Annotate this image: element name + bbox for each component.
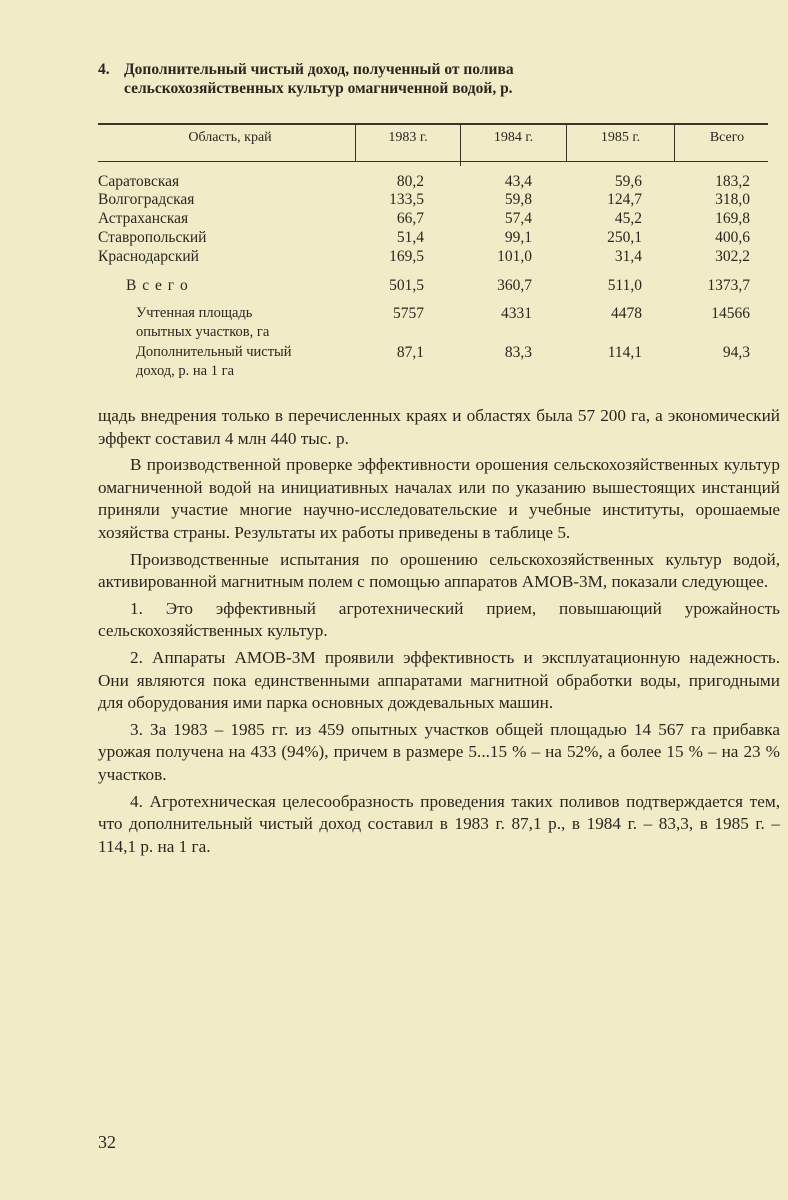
cell: 302,2 — [715, 248, 750, 265]
row-name-saratov: Саратовская — [98, 173, 180, 190]
header-1985: 1985 г. — [600, 130, 641, 145]
page-number: 32 — [98, 1132, 116, 1152]
cell: 511,0 — [607, 277, 642, 294]
cell: 1373,7 — [707, 277, 750, 294]
row-name-astrakhan: Астраханская — [98, 210, 189, 227]
row-name-income-2: доход, р. на 1 га — [136, 363, 235, 379]
cell: 31,4 — [614, 248, 642, 265]
table-top-rule — [98, 123, 768, 125]
cell: 94,3 — [722, 344, 750, 361]
cell: 169,5 — [389, 248, 424, 265]
row-name-total: В с е г о — [126, 277, 189, 294]
paragraph: Производственные испытания по орошению сельскохозяйственных культур водой, активированной магнитным полем с помощью аппаратов АМОВ-3М, показали следующее. — [98, 549, 780, 592]
cell: 133,5 — [389, 191, 424, 208]
cell: 80,2 — [396, 173, 424, 190]
cell: 183,2 — [715, 173, 750, 190]
cell: 57,4 — [504, 210, 532, 227]
cell: 250,1 — [607, 229, 642, 246]
cell: 66,7 — [396, 210, 424, 227]
row-name-volgograd: Волгоградская — [98, 191, 195, 208]
cell: 87,1 — [396, 344, 424, 361]
cell: 43,4 — [504, 173, 532, 190]
cell: 14566 — [711, 305, 750, 322]
caption-line-2: сельскохозяйственных культур омагниченной водой, р. — [124, 80, 513, 97]
row-name-stavropol: Ставропольский — [98, 229, 207, 246]
cell: 83,3 — [504, 344, 532, 361]
table-number: 4. — [98, 61, 110, 78]
cell: 4478 — [611, 305, 642, 322]
cell: 5757 — [393, 305, 424, 322]
table-caption — [98, 60, 658, 98]
header-1984: 1984 г. — [493, 130, 534, 145]
table-header-rule — [98, 161, 768, 162]
cell: 124,7 — [607, 191, 642, 208]
row-name-area-2: опытных участков, га — [136, 324, 270, 340]
paragraph: 2. Аппараты АМОВ-3М проявили эффективность и эксплуатационную надежность. Они являются пока единственными аппаратами магнитной обработки воды, пригодными для оборудования ими парка основных дождевальных машин. — [98, 647, 780, 713]
row-name-krasnodar: Краснодарский — [98, 248, 199, 265]
cell: 45,2 — [614, 210, 642, 227]
body-text — [98, 405, 780, 858]
paragraph: В производственной проверке эффективности орошения сельскохозяйственных культур омагниченной водой на инициативных началах или по указанию вышестоящих инстанций приняли участие многие научно-исследовательские и учебные институты, орошаемые хозяйства страны. Результаты их работы приведены в таблице 5. — [98, 455, 780, 542]
cell: 51,4 — [396, 229, 424, 246]
cell: 114,1 — [607, 344, 642, 361]
row-name-area-1: Учтенная площадь — [136, 305, 253, 321]
paragraph: 3. За 1983 – 1985 гг. из 459 опытных участков общей площадью 14 567 га прибавка урожая получена на 433 (94%), причем в размере 5...15 % – на 52%, а более 15 % – на 23 % участков. — [98, 719, 780, 784]
header-region: Область, край — [188, 130, 272, 145]
cell: 501,5 — [389, 277, 424, 294]
header-total: Всего — [709, 130, 745, 145]
row-name-income-1: Дополнительный чистый — [136, 344, 292, 360]
caption-line-1: Дополнительный чистый доход, полученный от полива — [124, 61, 514, 78]
cell: 318,0 — [715, 191, 750, 208]
cell: 169,8 — [715, 210, 750, 227]
paragraph: 4. Агротехническая целесообразность проведения таких поливов подтверждается тем, что дополнительный чистый доход составил в 1983 г. 87,1 р., в 1984 г. – 83,3, в 1985 г. – 114,1 р. на 1 га. — [98, 791, 780, 856]
cell: 400,6 — [715, 229, 750, 246]
paragraph: щадь внедрения только в перечисленных краях и областях была 57 200 га, а экономический эффект составил 4 млн 440 тыс. р. — [98, 406, 780, 448]
header-1983: 1983 г. — [388, 130, 428, 145]
cell: 59,6 — [614, 173, 642, 190]
cell: 59,8 — [504, 191, 532, 208]
cell: 360,7 — [497, 277, 532, 294]
cell: 4331 — [501, 305, 532, 322]
cell: 101,0 — [497, 248, 532, 265]
paragraph: 1. Это эффективный агротехнический прием, повышающий урожайность сельскохозяйственных культур. — [98, 598, 780, 641]
cell: 99,1 — [504, 229, 532, 246]
